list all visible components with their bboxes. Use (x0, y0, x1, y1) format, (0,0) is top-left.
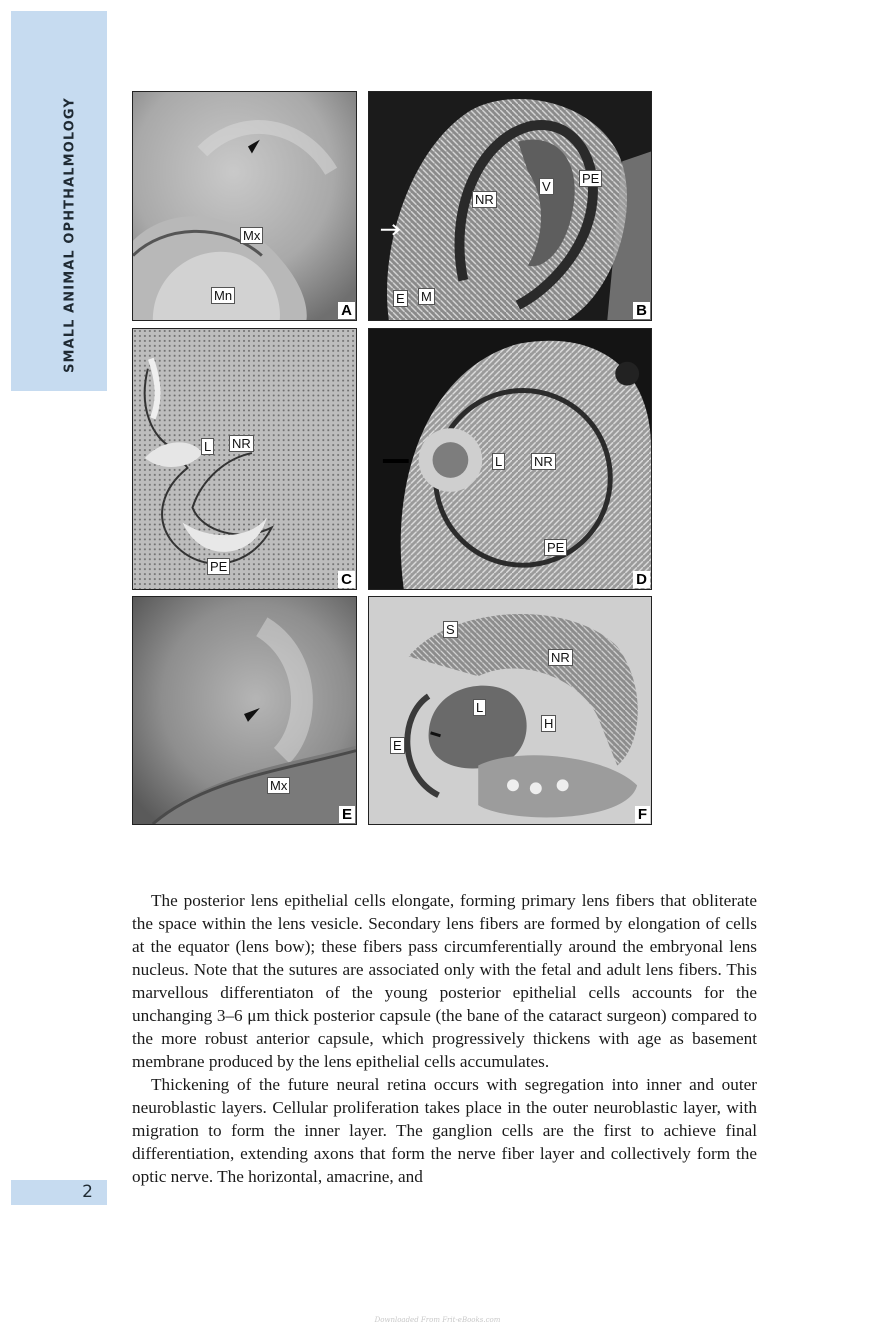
label-nr: NR (531, 453, 556, 470)
sem-micrograph-e (133, 597, 356, 824)
sidebar-tab (11, 11, 107, 391)
label-mn: Mn (211, 287, 235, 304)
sem-micrograph-d (369, 329, 651, 589)
page-number-tab (11, 1180, 107, 1205)
label-m: M (418, 288, 435, 305)
sem-micrograph-b (369, 92, 651, 320)
label-s: S (443, 621, 458, 638)
footer-watermark: Downloaded From Frit-eBooks.com (374, 1316, 501, 1324)
label-nr: NR (472, 191, 497, 208)
figure-panel-d (368, 328, 652, 590)
label-pe: PE (579, 170, 602, 187)
paragraph: Thickening of the future neural retina occurs with segregation into inner and outer neuroblastic layers. Cellular proliferation takes place in the outer neuroblastic layer, with migration to form the inner layer. The ganglion cells are the first to achieve final differentiation, extending axons that form the nerve fiber layer and collectively form the optic nerve. The horizontal, amacrine, and (132, 1075, 757, 1186)
panel-letter: D (633, 571, 650, 588)
label-e: E (393, 290, 408, 307)
label-l: L (473, 699, 486, 716)
label-l: L (201, 438, 214, 455)
figure-panel-b (368, 91, 652, 321)
histology-section-c (133, 329, 356, 589)
label-nr: NR (548, 649, 573, 666)
body-text (132, 889, 757, 1188)
label-nr: NR (229, 435, 254, 452)
page-number: 2 (82, 1182, 93, 1202)
figure-panel-a (132, 91, 357, 321)
label-pe: PE (207, 558, 230, 575)
label-mx: Mx (267, 777, 290, 794)
label-pe: PE (544, 539, 567, 556)
panel-letter: E (339, 806, 355, 823)
running-header: SMALL ANIMAL OPHTHALMOLOGY (62, 97, 78, 373)
sem-micrograph-f (369, 597, 651, 824)
panel-letter: B (633, 302, 650, 319)
label-e: E (390, 737, 405, 754)
label-l: L (492, 453, 505, 470)
figure-panel-e (132, 596, 357, 825)
panel-letter: F (635, 806, 650, 823)
sem-micrograph-a (133, 92, 356, 320)
figure-panel-c (132, 328, 357, 590)
paragraph: The posterior lens epithelial cells elongate, forming primary lens fibers that obliterate the space within the lens vesicle. Secondary lens fibers are formed by elongation of cells at the equator (lens bow); these fibers pass circumferentially around the embryonal lens nucleus. Note that the sutures are associated only with the fetal and adult lens fibers. This marvellous differentiaton of the young posterior epithelial cells accounts for the unchanging 3–6 μm thick posterior capsule (the bane of the cataract surgeon) compared to the more robust anterior capsule, which progressively thickens with age as basement membrane produced by the lens epithelial cells accumulates. (132, 891, 757, 1071)
label-mx: Mx (240, 227, 263, 244)
panel-letter: C (338, 571, 355, 588)
panel-letter: A (338, 302, 355, 319)
label-h: H (541, 715, 556, 732)
figure-panel-f (368, 596, 652, 825)
label-v: V (539, 178, 554, 195)
